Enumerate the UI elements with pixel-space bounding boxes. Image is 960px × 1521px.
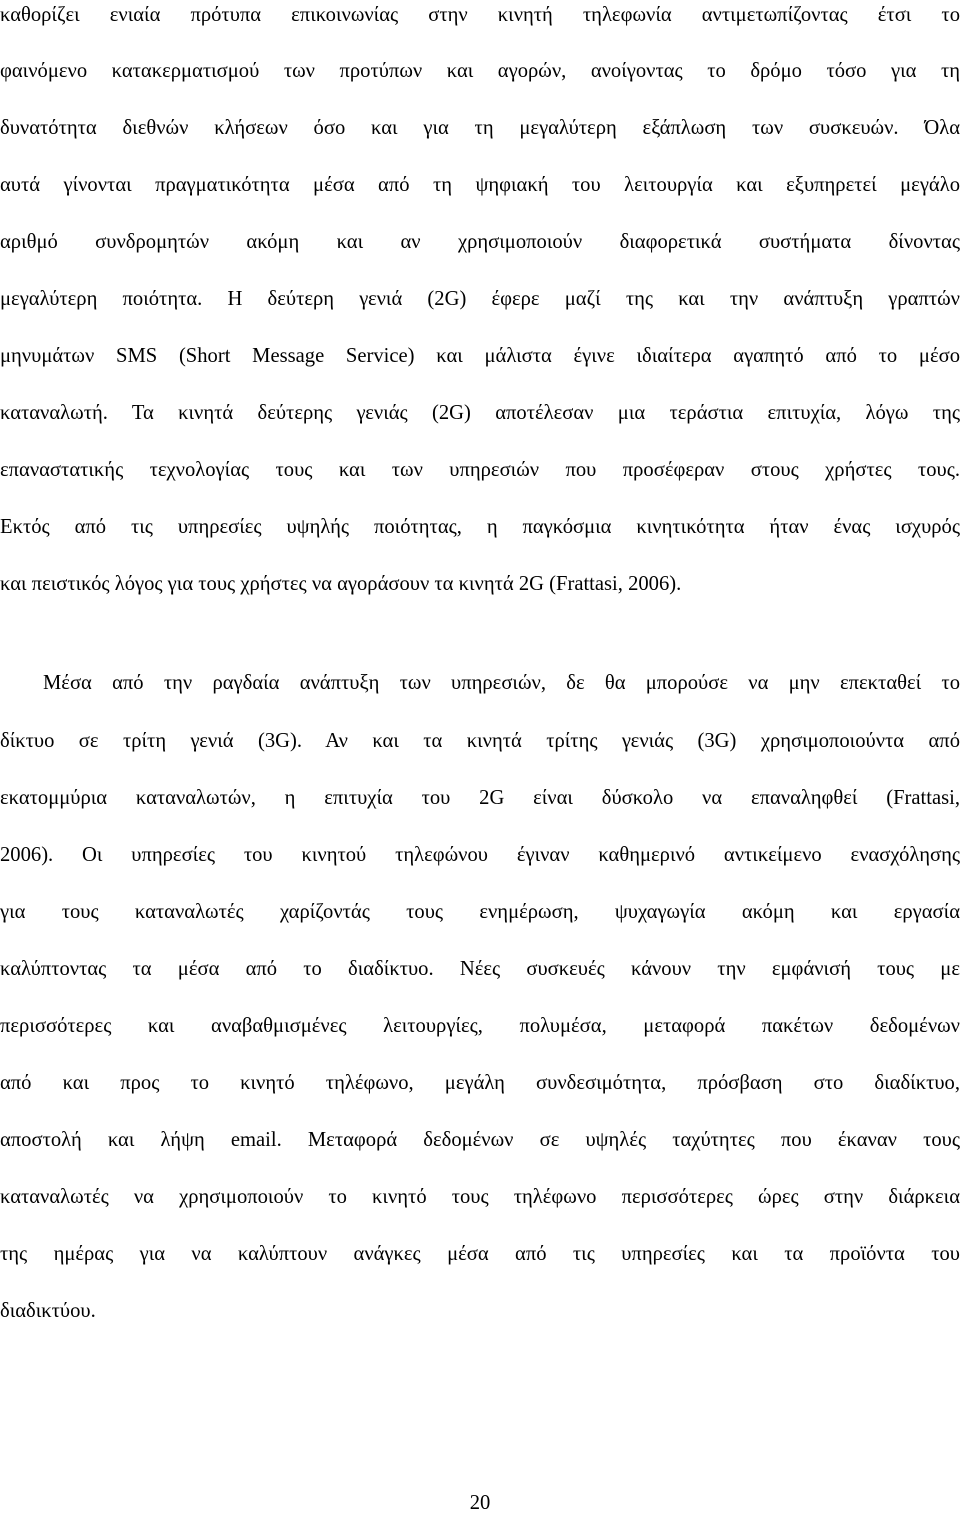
text-line: και πειστικός λόγος για τους χρήστες να αγοράσουν τα κινητά 2G (Frattasi, 2006). — [0, 573, 682, 595]
text-line: φαινόμενο κατακερματισμού των προτύπων και αγορών, ανοίγοντας το δρόμο τόσο για τη — [0, 60, 960, 82]
text-line: περισσότερες και αναβαθμισμένες λειτουργίες, πολυμέσα, μεταφορά πακέτων δεδομένων — [0, 1015, 960, 1037]
text-line: 2006). Οι υπηρεσίες του κινητού τηλεφώνου έγιναν καθημερινό αντικείμενο ενασχόλησης — [0, 844, 960, 866]
text-line: μηνυμάτων SMS (Short Message Service) και μάλιστα έγινε ιδιαίτερα αγαπητό από το μέσο — [0, 345, 960, 367]
text-line: μεγαλύτερη ποιότητα. Η δεύτερη γενιά (2G) έφερε μαζί της και την ανάπτυξη γραπτών — [0, 288, 960, 310]
text-line: εκατομμύρια καταναλωτών, η επιτυχία του 2G είναι δύσκολο να επαναληφθεί (Frattasi, — [0, 787, 960, 809]
text-line: αυτά γίνονται πραγματικότητα μέσα από τη ψηφιακή του λειτουργία και εξυπηρετεί μεγάλο — [0, 174, 960, 196]
text-line: αποστολή και λήψη email. Μεταφορά δεδομένων σε υψηλές ταχύτητες που έκαναν τους — [0, 1129, 960, 1151]
text-line: Μέσα από την ραγδαία ανάπτυξη των υπηρεσιών, δε θα μπορούσε να μην επεκταθεί το — [43, 672, 960, 694]
text-line: Εκτός από τις υπηρεσίες υψηλής ποιότητας, η παγκόσμια κινητικότητα ήταν ένας ισχυρός — [0, 516, 960, 538]
text-line: καθορίζει ενιαία πρότυπα επικοινωνίας στην κινητή τηλεφωνία αντιμετωπίζοντας έτσι το — [0, 4, 960, 26]
text-line: δίκτυο σε τρίτη γενιά (3G). Αν και τα κινητά τρίτης γενιάς (3G) χρησιμοποιούντα από — [0, 730, 960, 752]
page-number: 20 — [469, 1492, 491, 1514]
text-line: για τους καταναλωτές χαρίζοντάς τους ενημέρωση, ψυχαγωγία ακόμη και εργασία — [0, 901, 960, 923]
text-line: καλύπτοντας τα μέσα από το διαδίκτυο. Νέες συσκευές κάνουν την εμφάνισή τους με — [0, 958, 960, 980]
text-line: της ημέρας για να καλύπτουν ανάγκες μέσα από τις υπηρεσίες και τα προϊόντα του — [0, 1243, 960, 1265]
text-line: επαναστατικής τεχνολογίας τους και των υπηρεσιών που προσέφεραν στους χρήστες τους. — [0, 459, 960, 481]
text-line: αριθμό συνδρομητών ακόμη και αν χρησιμοποιούν διαφορετικά συστήματα δίνοντας — [0, 231, 960, 253]
text-line: από και προς το κινητό τηλέφωνο, μεγάλη συνδεσιμότητα, πρόσβαση στο διαδίκτυο, — [0, 1072, 960, 1094]
text-line: διαδικτύου. — [0, 1300, 96, 1322]
text-line: καταναλωτές να χρησιμοποιούν το κινητό τους τηλέφωνο περισσότερες ώρες στην διάρκεια — [0, 1186, 960, 1208]
text-line: καταναλωτή. Τα κινητά δεύτερης γενιάς (2G) αποτέλεσαν μια τεράστια επιτυχία, λόγω της — [0, 402, 960, 424]
text-line: δυνατότητα διεθνών κλήσεων όσο και για τη μεγαλύτερη εξάπλωση των συσκευών. Όλα — [0, 117, 960, 139]
